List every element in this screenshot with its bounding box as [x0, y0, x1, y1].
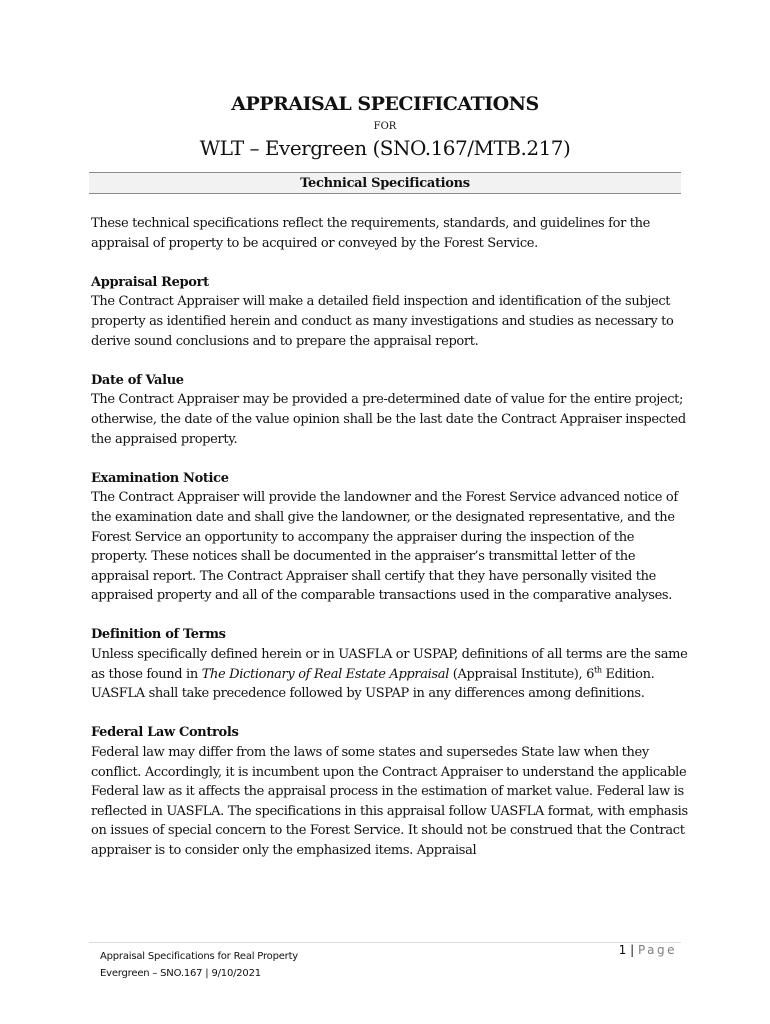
federal-law-controls-heading: Federal Law Controls: [91, 725, 239, 741]
footer-document-ref: Evergreen – SNO.167 | 9/10/2021: [100, 968, 261, 979]
examination-notice-paragraph: The Contract Appraiser will provide the landowner and the Forest Service advanced notice of the examination date and shall give the landowner, or the designated representative, and the Forest Service an opportunity to accompany the appraiser during the inspection of the property. These notices shall be documented in the appraiser’s transmittal letter of the appraisal report. The Contract Appraiser shall certify that they have personally visited the appraised property and all of the comparable transactions used in the comparative analyses.: [91, 490, 678, 604]
document-title: APPRAISAL SPECIFICATIONS: [231, 93, 539, 115]
document-subtitle: WLT – Evergreen (SNO.167/MTB.217): [199, 136, 571, 160]
intro-paragraph: These technical specifications reflect the requirements, standards, and guidelines for the appraisal of property to be acquired or conveyed by the Forest Service.: [91, 216, 650, 251]
date-of-value-heading: Date of Value: [91, 372, 184, 388]
footer-divider: [89, 942, 681, 943]
appraisal-report-heading: Appraisal Report: [91, 274, 209, 290]
date-of-value-paragraph: The Contract Appraiser may be provided a pre-determined date of value for the entire project; otherwise, the date of the value opinion shall be the last date the Contract Appraiser inspected the appraised property.: [91, 392, 686, 447]
document-body: [91, 214, 691, 880]
definition-text-start: Unless specifically defined herein or in UASFLA or USPAP, definitions of all terms are the same as those found in: [91, 647, 688, 682]
page-number: 1: [618, 943, 627, 957]
book-title: The Dictionary of Real Estate Appraisal: [201, 666, 450, 682]
definition-text-mid: (Appraisal Institute), 6: [449, 666, 595, 682]
page-label: Page: [637, 943, 677, 957]
footer-document-name: Appraisal Specifications for Real Property: [100, 951, 299, 962]
page-separator: |: [630, 943, 635, 957]
examination-notice-heading: Examination Notice: [91, 470, 229, 486]
section-bar: Technical Specifications: [89, 172, 681, 194]
footer-info: [100, 948, 298, 982]
for-label: FOR: [373, 121, 397, 132]
appraisal-report-paragraph: The Contract Appraiser will make a detailed field inspection and identification of the subject property as identified herein and conduct as many investigations and studies as necessary to derive sound conclusions and to prepare the appraisal report.: [91, 294, 674, 349]
edition-superscript: th: [594, 665, 602, 675]
definition-text-end: Edition. UASFLA shall take precedence followed by USPAP in any differences among definitions.: [91, 666, 655, 702]
definition-of-terms-paragraph: [91, 645, 691, 704]
definition-of-terms-heading: Definition of Terms: [91, 627, 226, 643]
federal-law-controls-paragraph: Federal law may differ from the laws of some states and supersedes State law when they conflict. Accordingly, it is incumbent upon the Contract Appraiser to understand the applicable Federal law as it affects the appraisal process in the estimation of market value. Federal law is reflected in UASFLA. The specifications in this appraisal follow UASFLA format, with emphasis on issues of special concern to the Forest Service. It should not be construed that the Contract appraiser is to consider only the emphasized items. Appraisal: [91, 745, 688, 858]
page-indicator: [619, 943, 677, 957]
